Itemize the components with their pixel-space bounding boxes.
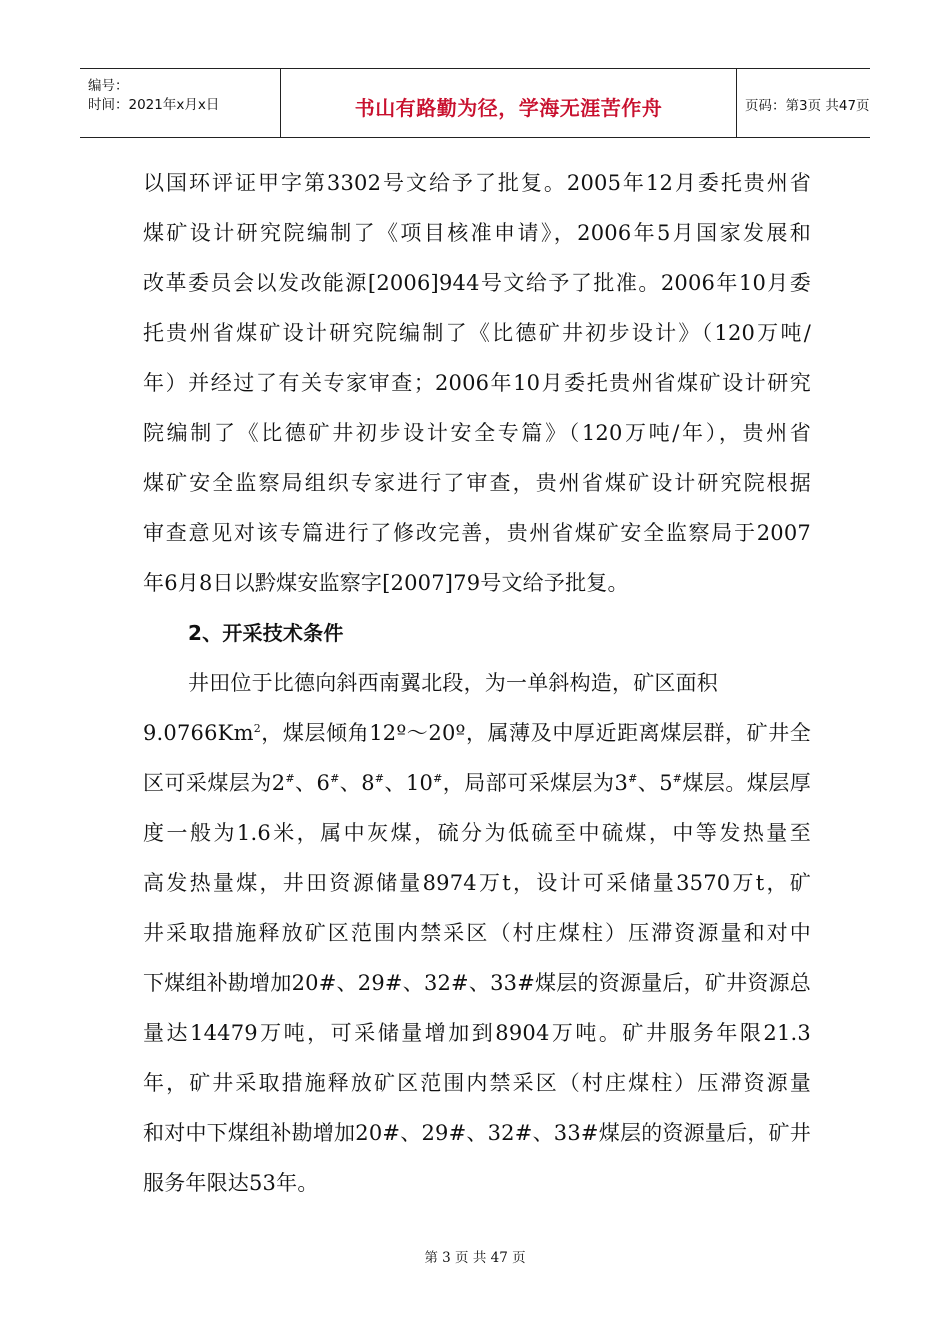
paragraph-line: 度一般为1.6米，属中灰煤，硫分为低硫至中硫煤，中等发热量至 <box>143 821 811 845</box>
time-label: 时间：2021年x月x日 <box>88 97 220 113</box>
header-motto-cell <box>280 69 737 137</box>
paragraph-line: 年，矿井采取措施释放矿区范围内禁采区（村庄煤柱）压滞资源量 <box>143 1071 811 1095</box>
paragraph-line: 和对中下煤组补勘增加20#、29#、32#、33#煤层的资源量后，矿井 <box>143 1121 811 1145</box>
paragraph-line: 量达14479万吨，可采储量增加到8904万吨。矿井服务年限21.3 <box>143 1021 811 1045</box>
paragraph-line: 井采取措施释放矿区范围内禁采区（村庄煤柱）压滞资源量和对中 <box>143 921 811 945</box>
body-line: 年）并经过了有关专家审查；2006年10月委托贵州省煤矿设计研究 <box>143 371 811 395</box>
body-line: 改革委员会以发改能源[2006]944号文给予了批准。2006年10月委 <box>143 271 811 295</box>
body-line: 审查意见对该专篇进行了修改完善，贵州省煤矿安全监察局于2007 <box>143 521 811 545</box>
body-line: 院编制了《比德矿井初步设计安全专篇》（120万吨/年），贵州省 <box>143 421 811 445</box>
paragraph-line: 高发热量煤，井田资源储量8974万t，设计可采储量3570万t，矿 <box>143 871 811 895</box>
paragraph-line: 下煤组补勘增加20#、29#、32#、33#煤层的资源量后，矿井资源总 <box>143 971 811 995</box>
header-meta-cell <box>80 69 280 137</box>
body-line: 煤矿安全监察局组织专家进行了审查，贵州省煤矿设计研究院根据 <box>143 471 811 495</box>
header-page-info: 页码：第3页 共47页 <box>745 98 870 114</box>
document-header <box>80 68 870 138</box>
body-line: 煤矿设计研究院编制了《项目核准申请》，2006年5月国家发展和 <box>143 221 811 245</box>
section-heading: 2、开采技术条件 <box>188 621 344 645</box>
body-line: 以国环评证甲字第3302号文给予了批复。2005年12月委托贵州省 <box>143 171 811 195</box>
paragraph-line: 区可采煤层为2#、6#、8#、10#，局部可采煤层为3#、5#煤层。煤层厚 <box>143 771 811 795</box>
document-body <box>143 158 811 1208</box>
header-motto: 书山有路勤为径，学海无涯苦作舟 <box>354 96 663 120</box>
header-page-cell <box>737 69 870 137</box>
body-line: 年6月8日以黔煤安监察字[2007]79号文给予批复。 <box>143 571 629 595</box>
number-label: 编号： <box>88 78 129 94</box>
body-line: 托贵州省煤矿设计研究院编制了《比德矿井初步设计》（120万吨/ <box>143 321 811 345</box>
paragraph-line: 服务年限达53年。 <box>143 1171 319 1195</box>
page-footer: 第 3 页 共 47 页 <box>424 1250 526 1266</box>
paragraph-line: 井田位于比德向斜西南翼北段，为一单斜构造，矿区面积 <box>188 671 718 695</box>
paragraph-line: 9.0766Km$^2$，煤层倾角12º～20º，属薄及中厚近距离煤层群，矿井全 <box>143 721 811 745</box>
